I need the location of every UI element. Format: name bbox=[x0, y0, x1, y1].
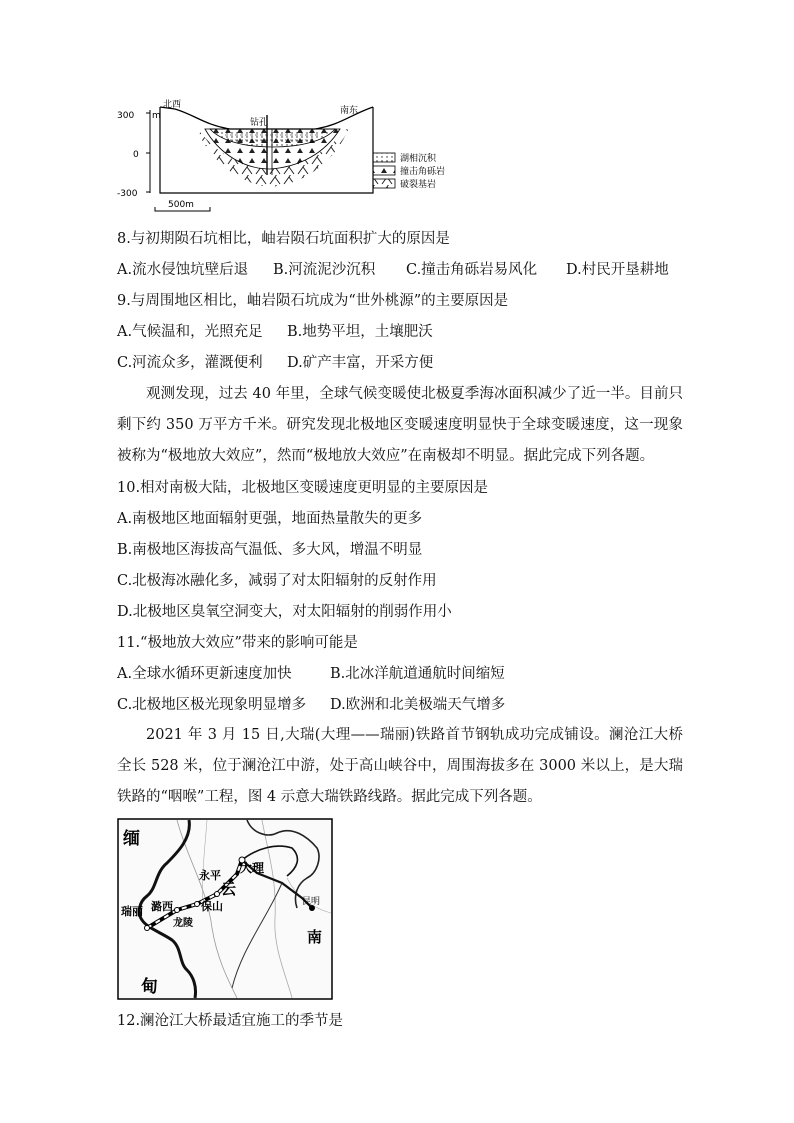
legend-fractured-bedrock: 破裂基岩 bbox=[400, 180, 437, 190]
axis-label-bottom: -300 bbox=[117, 189, 138, 199]
question-9-option-b[interactable]: B.地势平坦，土壤肥沃 bbox=[287, 324, 433, 340]
question-10-option-c[interactable]: C.北极海冰融化多，减弱了对太阳辐射的反射作用 bbox=[117, 573, 437, 589]
passage-dali-ruili-railway: 2021 年 3 月 15 日,大瑞(大理——瑞丽)铁路首节钢轨成功完成铺设。澜沧江大桥全长 528 米，位于澜沧江中游，处于高山峡谷中，周围海拔多在 3000 米以上，是大瑞铁路的“咽喉”工程，图 4 示意大瑞铁路线路。据此完成下列各题。 bbox=[117, 727, 683, 805]
scale-label: 500m bbox=[168, 200, 194, 210]
question-9-stem: 9.与周围地区相比，岫岩陨石坑成为“世外桃源”的主要原因是 bbox=[117, 293, 509, 309]
question-10-option-b[interactable]: B.南极地区海拔高气温低、多大风，增温不明显 bbox=[117, 542, 423, 558]
map-label-dali: 大理 bbox=[240, 861, 265, 875]
question-9-option-c[interactable]: C.河流众多，灌溉便利 bbox=[117, 355, 263, 371]
label-southeast: 南东 bbox=[340, 106, 359, 116]
map-label-yunnan-1: 云 bbox=[221, 880, 237, 898]
map-label-yunnan-2: 南 bbox=[307, 928, 323, 946]
question-11-option-c[interactable]: C.北极地区极光现象明显增多 bbox=[117, 697, 307, 713]
question-9-option-d[interactable]: D.矿产丰富，开采方便 bbox=[287, 355, 434, 371]
label-drill: 钻孔 bbox=[250, 118, 269, 128]
axis-unit: m bbox=[152, 111, 161, 121]
question-10-stem: 10.相对南极大陆，北极地区变暖速度更明显的主要原因是 bbox=[117, 480, 489, 496]
legend-impact-breccia: 撞击角砾岩 bbox=[400, 167, 446, 177]
map-label-myanmar-1: 缅 bbox=[123, 829, 140, 849]
crater-cross-section-figure bbox=[115, 95, 515, 220]
question-11-stem: 11.“极地放大效应”带来的影响可能是 bbox=[117, 635, 358, 651]
question-9-option-a[interactable]: A.气候温和，光照充足 bbox=[117, 324, 263, 340]
passage-polar-amplification: 观测发现，过去 40 年里，全球气候变暖使北极夏季海冰面积减少了近一半。目前只剩下约 350 万平方千米。研究发现北极地区变暖速度明显快于全球变暖速度，这一现象被称为“极地放大效应”，然而“极地放大效应”在南极却不明显。据此完成下列各题。 bbox=[117, 386, 683, 464]
question-8-option-d[interactable]: D.村民开垦耕地 bbox=[566, 262, 669, 278]
question-10-option-a[interactable]: A.南极地区地面辐射更强，地面热量散失的更多 bbox=[117, 511, 423, 527]
axis-label-zero: 0 bbox=[133, 150, 139, 160]
question-10-option-d[interactable]: D.北极地区臭氧空洞变大，对太阳辐射的削弱作用小 bbox=[117, 604, 452, 620]
map-label-luxi: 潞西 bbox=[151, 900, 173, 913]
question-8-option-a[interactable]: A.流水侵蚀坑壁后退 bbox=[117, 262, 249, 278]
question-11-option-a[interactable]: A.全球水循环更新速度加快 bbox=[117, 666, 292, 682]
legend-lake-sediment: 湖相沉积 bbox=[400, 154, 437, 164]
map-label-baoshan: 保山 bbox=[201, 900, 223, 913]
question-11-option-d[interactable]: D.欧洲和北美极端天气增多 bbox=[330, 697, 506, 713]
map-label-longling: 龙陵 bbox=[173, 918, 193, 929]
map-label-yongping: 永平 bbox=[199, 869, 221, 882]
label-northwest: 北西 bbox=[163, 100, 182, 110]
axis-label-top: 300 bbox=[117, 111, 135, 121]
question-8-option-b[interactable]: B.河流泥沙沉积 bbox=[273, 262, 376, 278]
map-label-kunming: 昆明 bbox=[302, 897, 321, 907]
question-8-stem: 8.与初期陨石坑相比，岫岩陨石坑面积扩大的原因是 bbox=[117, 231, 450, 247]
map-label-ruili: 瑞丽 bbox=[121, 905, 143, 918]
question-11-option-b[interactable]: B.北冰洋航道通航时间缩短 bbox=[330, 666, 505, 682]
dali-ruili-railway-map bbox=[117, 818, 333, 1000]
map-label-myanmar-2: 甸 bbox=[141, 977, 158, 997]
question-12-stem: 12.澜沧江大桥最适宜施工的季节是 bbox=[117, 1013, 344, 1029]
question-8-option-c[interactable]: C.撞击角砾岩易风化 bbox=[406, 262, 538, 278]
